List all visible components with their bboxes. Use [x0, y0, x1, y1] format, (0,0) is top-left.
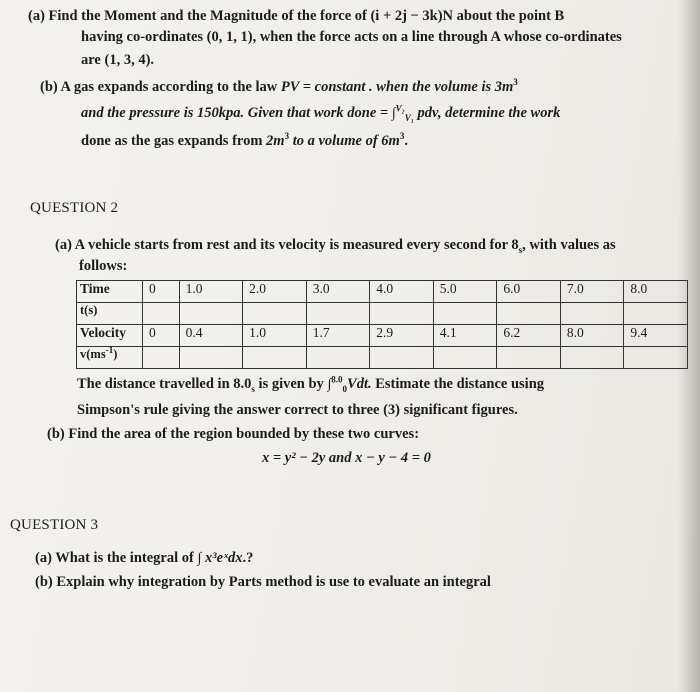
- q2a-distance-line: [77, 375, 544, 394]
- q1b-prefix: (b) A gas expands according to the law: [40, 79, 281, 95]
- empty-cell: [370, 347, 434, 369]
- q1b-law: PV = constant . when the volume is 3m: [280, 79, 514, 95]
- q2a-line-2: follows:: [79, 258, 128, 274]
- table-row: [77, 281, 688, 303]
- question-2-heading: QUESTION 2: [30, 200, 119, 216]
- velocity-cell: 1.7: [306, 325, 370, 347]
- q2a-simpson-line: Simpson's rule giving the answer correct to three (3) significant figures.: [77, 402, 518, 418]
- q1a-line-2: having co-ordinates (0, 1, 1), when the force acts on a line through A whose co-ordinates: [81, 29, 622, 45]
- time-cell: 5.0: [433, 281, 497, 303]
- integral-icon: ∫$^{V_2}_{V_1}$: [391, 103, 414, 123]
- empty-cell: [179, 347, 243, 369]
- velocity-unit: [77, 344, 143, 369]
- q1b-line-2: [81, 104, 560, 123]
- q3a-pre: (a) What is the integral of ∫: [35, 550, 206, 566]
- empty-cell: [143, 303, 180, 325]
- dist-upper: 8.0: [331, 374, 343, 385]
- velocity-label: Velocity: [77, 325, 143, 347]
- velocity-cell: 8.0: [560, 325, 624, 347]
- q1b-start-vol: 2m: [266, 133, 285, 149]
- dist-lower: 0: [342, 383, 348, 394]
- q1b-line-1: [40, 78, 518, 96]
- q2b-curves: x = y² − 2y and x − y − 4 = 0: [262, 450, 431, 466]
- vel-unit-post: ): [113, 347, 118, 361]
- velocity-cell: 0: [143, 325, 180, 347]
- empty-cell: [560, 347, 624, 369]
- vel-unit-pre: v(ms: [80, 347, 106, 361]
- table-row: [77, 325, 688, 347]
- q1b-work-text: pdv, determine the work: [413, 105, 561, 121]
- velocity-cell: 1.0: [243, 325, 307, 347]
- time-cell: 8.0: [624, 281, 688, 303]
- q2b-line-1: (b) Find the area of the region bounded by these two curves:: [47, 426, 420, 442]
- integral-icon: ∫$^{8.0}_0$: [327, 374, 348, 394]
- empty-cell: [560, 303, 624, 325]
- time-unit: t(s): [77, 303, 143, 325]
- empty-cell: [497, 303, 561, 325]
- empty-cell: [143, 347, 180, 369]
- time-cell: 3.0: [306, 281, 370, 303]
- time-label: Time: [77, 281, 143, 303]
- time-cell: 2.0: [243, 281, 307, 303]
- q1a-line-3: are (1, 3, 4).: [81, 52, 155, 68]
- velocity-table: [76, 280, 688, 369]
- q1b-exp: 3: [513, 77, 518, 88]
- question-3-heading: QUESTION 3: [10, 517, 99, 533]
- table-row: [77, 303, 688, 325]
- empty-cell: [306, 303, 370, 325]
- time-cell: 0: [143, 281, 180, 303]
- empty-cell: [306, 347, 370, 369]
- dist-integrand: Vdt.: [347, 376, 372, 392]
- q3a-line: [35, 549, 253, 567]
- q2a-text: (a) A vehicle starts from rest and its velocity is measured every second for 8: [55, 237, 519, 253]
- q3a-post: .?: [242, 550, 254, 566]
- dist-post: Estimate the distance using: [371, 376, 545, 392]
- time-cell: 1.0: [179, 281, 243, 303]
- table-row: [77, 347, 688, 369]
- velocity-cell: 4.1: [433, 325, 497, 347]
- time-cell: 6.0: [497, 281, 561, 303]
- dist-sub: s: [251, 383, 255, 394]
- q1b-period: .: [404, 133, 408, 149]
- q2a-sub: s: [518, 244, 523, 255]
- velocity-cell: 2.9: [370, 325, 434, 347]
- page-edge-shadow: [678, 0, 700, 692]
- dist-mid: is given by: [254, 376, 328, 392]
- time-cell: 7.0: [560, 281, 624, 303]
- q2a-line-1: [55, 236, 616, 254]
- q1b-pressure-text: and the pressure is 150kpa. Given that work done =: [81, 105, 392, 121]
- vel-unit-sup: -1: [105, 344, 114, 355]
- velocity-cell: 6.2: [497, 325, 561, 347]
- q3b-line: (b) Explain why integration by Parts method is use to evaluate an integral: [35, 574, 491, 590]
- empty-cell: [497, 347, 561, 369]
- q2a-end: , with values as: [522, 237, 616, 253]
- empty-cell: [433, 303, 497, 325]
- q3a-expr: x³eˣdx: [205, 550, 243, 566]
- q1a-line-1: (a) Find the Moment and the Magnitude of the force of (i + 2j − 3k)N about the point B: [28, 8, 565, 24]
- empty-cell: [370, 303, 434, 325]
- q1b-line-3: done as the gas expands from $2m^3$ to a volume of $6m^3$.: [81, 131, 408, 149]
- empty-cell: [433, 347, 497, 369]
- velocity-cell: 0.4: [179, 325, 243, 347]
- velocity-cell: 9.4: [624, 325, 688, 347]
- q1b-end-vol: to a volume of 6m: [289, 133, 400, 149]
- q1b-done-text: done as the gas expands from: [81, 133, 267, 149]
- dist-pre: The distance travelled in 8.0: [77, 376, 252, 392]
- empty-cell: [243, 303, 307, 325]
- empty-cell: [243, 347, 307, 369]
- time-cell: 4.0: [370, 281, 434, 303]
- empty-cell: [179, 303, 243, 325]
